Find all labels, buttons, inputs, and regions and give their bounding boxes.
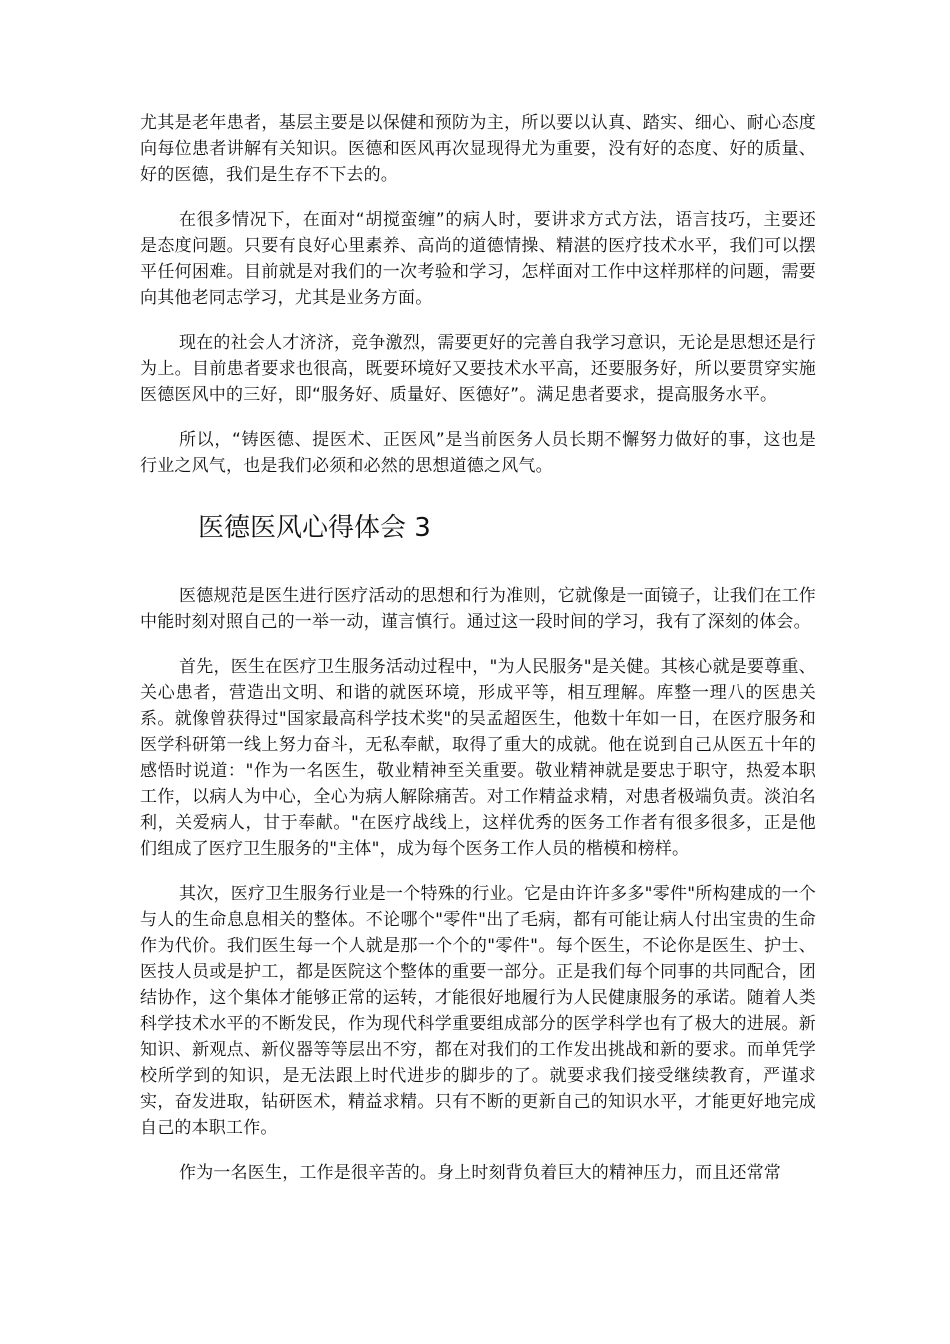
paragraph: 所以，“铸医德、提医术、正医风”是当前医务人员长期不懈努力做好的事，这也是行业之风气，也是我们必须和必然的思想道德之风气。: [140, 430, 816, 476]
paragraph: 现在的社会人才济济，竞争激烈，需要更好的完善自我学习意识，无论是思想还是行为上。目前患者要求也很高，既要环境好又要技术水平高，还要服务好，所以要贯穿实施医德医风中的三好，即“服务好、质量好、医德好”。满足患者要求，提高服务水平。: [140, 333, 816, 405]
document-page: [140, 110, 816, 1205]
paragraph-continued: 尤其是老年患者，基层主要是以保健和预防为主，所以要以认真、踏实、细心、耐心态度向每位患者讲解有关知识。医德和医风再次显现得尤为重要，没有好的态度、好的质量、好的医德，我们是生存不下去的。: [140, 113, 816, 185]
paragraph: 其次，医疗卫生服务行业是一个特殊的行业。它是由许许多多"零件"所构建成的一个与人的生命息息相关的整体。不论哪个"零件"出了毛病，都有可能让病人付出宝贵的生命作为代价。我们医生每一个人就是那一个个的"零件"。每个医生，不论你是医生、护士、医技人员或是护工，都是医院这个整体的重要一部分。正是我们每个同事的共同配合，团结协作，这个集体才能够正常的运转，才能很好地履行为人民健康服务的承诺。随着人类科学技术水平的不断发民，作为现代科学重要组成部分的医学科学也有了极大的进展。新知识、新观点、新仪器等等层出不穷，都在对我们的工作发出挑战和新的要求。而单凭学校所学到的知识，是无法跟上时代进步的脚步的了。就要求我们接受继续教育，严谨求实，奋发进取，钻研医术，精益求精。只有不断的更新自己的知识水平，才能更好地完成自己的本职工作。: [140, 884, 816, 1138]
paragraph-truncated: 作为一名医生，工作是很辛苦的。身上时刻背负着巨大的精神压力，而且还常常: [179, 1163, 781, 1183]
paragraph: 首先，医生在医疗卫生服务活动过程中，"为人民服务"是关健。其核心就是要尊重、关心患者，营造出文明、和谐的就医环境，形成平等，相互理解。库整一理八的医患关系。就像曾获得过"国家最高科学技术奖"的吴孟超医生，他数十年如一日，在医疗服务和医学科研第一线上努力奋斗，无私奉献，取得了重大的成就。他在说到自己从医五十年的感悟时说道："作为一名医生，敬业精神至关重要。敬业精神就是要忠于职守，热爱本职工作，以病人为中心，全心为病人解除痛苦。对工作精益求精，对患者极端负责。淡泊名利，关爱病人，甘于奉献。"在医疗战线上，这样优秀的医务工作者有很多很多，正是他们组成了医疗卫生服务的"主体"，成为每个医务工作人员的楷模和榜样。: [140, 657, 816, 859]
paragraph: 医德规范是医生进行医疗活动的思想和行为准则，它就像是一面镜子，让我们在工作中能时刻对照自己的一举一动，谨言慎行。通过这一段时间的学习，我有了深刻的体会。: [140, 586, 816, 632]
section-heading: 医德医风心得体会 3: [198, 513, 431, 543]
paragraph: 在很多情况下，在面对“胡搅蛮缠”的病人时，要讲求方式方法，语言技巧，主要还是态度问题。只要有良好心里素养、高尚的道德情操、精湛的医疗技术水平，我们可以摆平任何困难。目前就是对我们的一次考验和学习，怎样面对工作中这样那样的问题，需要向其他老同志学习，尤其是业务方面。: [140, 210, 816, 308]
